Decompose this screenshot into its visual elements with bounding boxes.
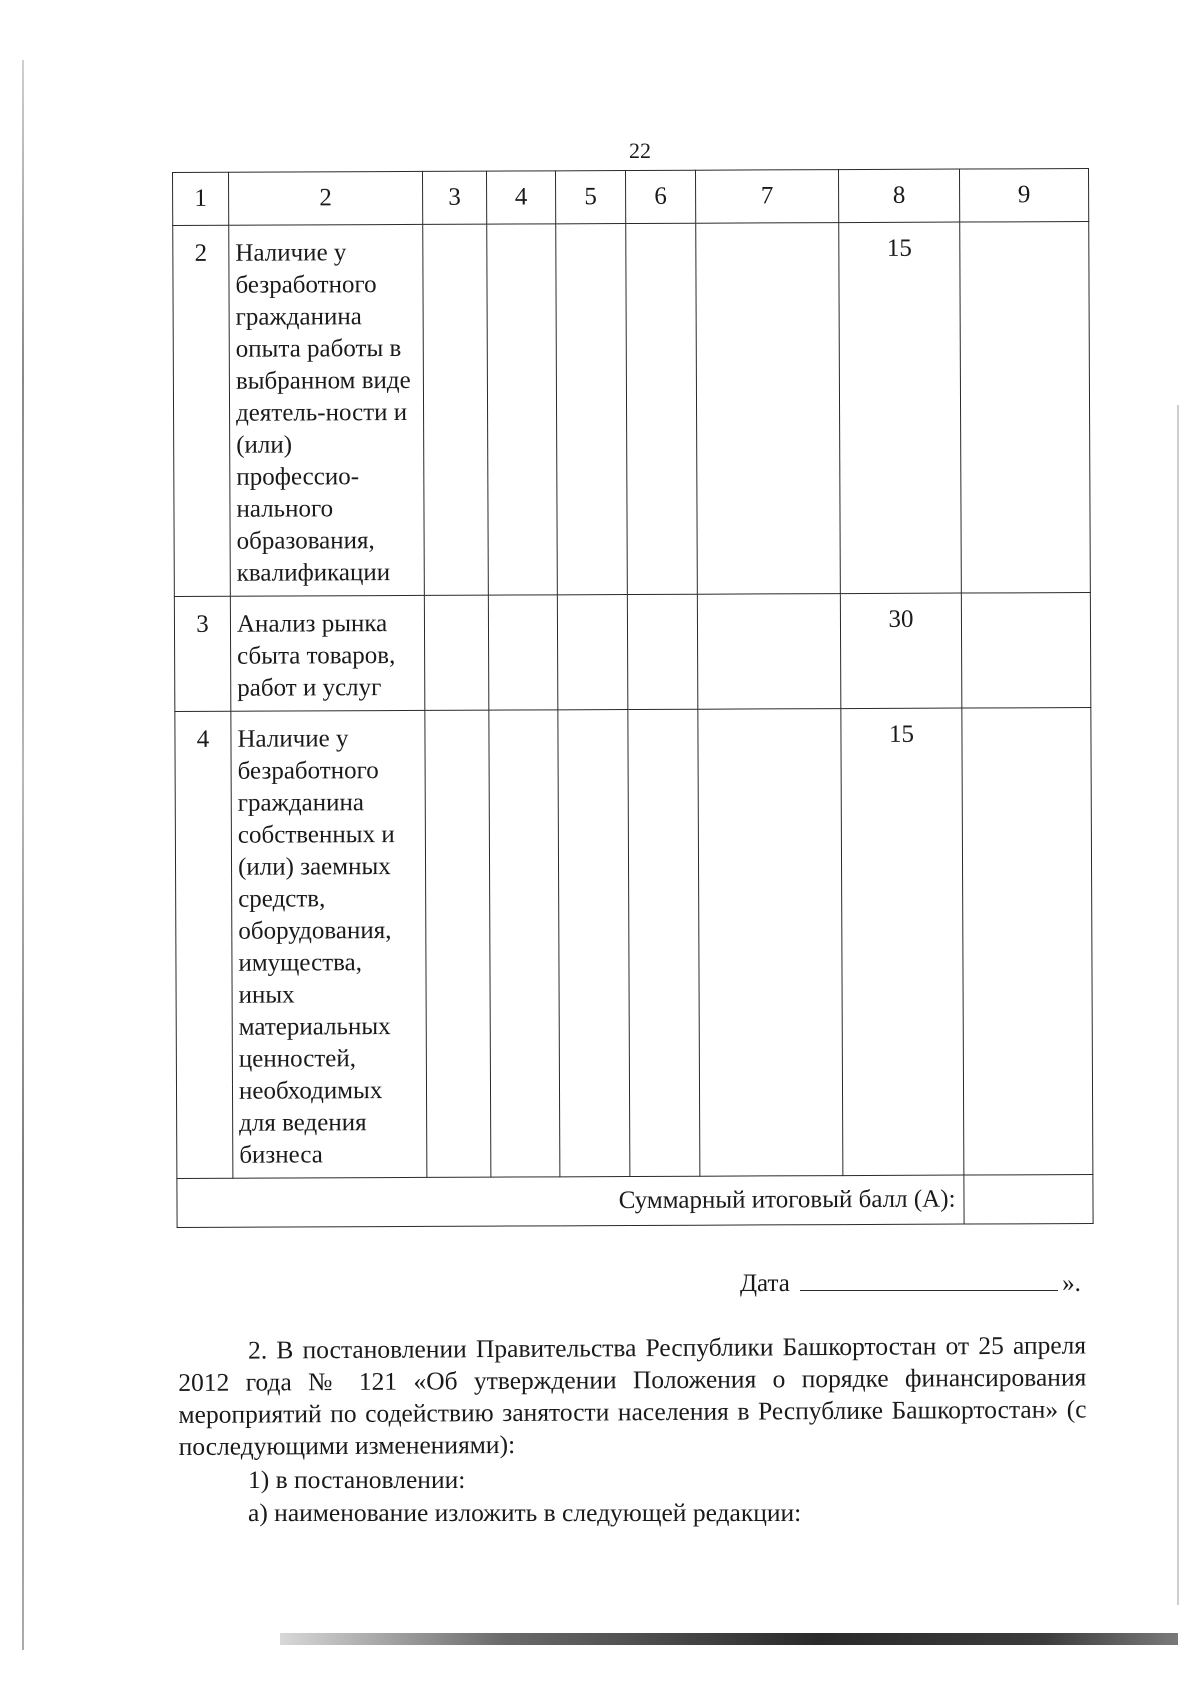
- score-table: [172, 168, 1094, 1228]
- total-score-value: [964, 1174, 1093, 1224]
- empty-cell: [556, 224, 628, 595]
- criterion-points: 15: [839, 222, 962, 594]
- empty-cell: [425, 710, 491, 1177]
- criterion-name: Наличие у безработного гражданина собственных и (или) заемных средств, оборудования, имущества, иных материальных ценностей, необходимых для ведения бизнеса: [231, 710, 427, 1178]
- empty-cell: [696, 223, 841, 595]
- criterion-name: Анализ рынка сбыта товаров, работ и услуг: [230, 595, 424, 711]
- date-suffix: ».: [1062, 1270, 1081, 1297]
- empty-cell: [487, 224, 558, 595]
- empty-cell: [628, 709, 700, 1176]
- date-blank: [800, 1264, 1058, 1291]
- list-item: а) наименование изложить в следующей редакции:: [248, 1498, 802, 1527]
- scan-edge-bottom: [280, 1633, 1178, 1645]
- page-number: 22: [629, 138, 651, 163]
- empty-cell: [697, 594, 841, 710]
- column-header: 2: [229, 171, 423, 225]
- column-header: 8: [838, 169, 959, 223]
- column-header: 4: [486, 171, 555, 224]
- scan-edge-right: [1177, 405, 1179, 1605]
- empty-cell: [960, 222, 1091, 594]
- empty-cell: [423, 224, 489, 595]
- paragraph-amendment: 2. В постановлении Правительства Республики Башкортостан от 25 апреля 2012 года № 121 «Об утверждении Положения о порядке финансирования мероприятий по содействию занятости населения в Республике Башкортостан» (с последующими изменениями):: [178, 1330, 1087, 1461]
- criterion-name: Наличие у безработного гражданина опыта работы в выбранном виде деятель-ности и (или) профессио-нального образования, квалификации: [229, 224, 425, 596]
- column-header: 1: [173, 172, 229, 225]
- empty-cell: [962, 707, 1093, 1175]
- list-item: 1) в постановлении:: [248, 1465, 466, 1494]
- column-header: 9: [959, 169, 1088, 223]
- empty-cell: [961, 592, 1091, 708]
- empty-cell: [424, 595, 489, 710]
- table-row: [173, 222, 1091, 597]
- table-row: [174, 592, 1090, 711]
- date-line: [740, 1264, 1081, 1298]
- row-number: 3: [174, 596, 231, 711]
- column-header: 7: [695, 170, 838, 224]
- row-number: 4: [175, 711, 233, 1178]
- total-score-label: Суммарный итоговый балл (А):: [177, 1175, 964, 1227]
- empty-cell: [627, 594, 698, 709]
- empty-cell: [626, 223, 698, 594]
- column-header: 6: [625, 170, 695, 223]
- criterion-points: 30: [840, 593, 962, 709]
- empty-cell: [489, 710, 560, 1177]
- table-header-row: [173, 169, 1089, 226]
- row-number: 2: [173, 225, 231, 596]
- scan-edge-left: [22, 60, 24, 1650]
- criterion-points: 15: [841, 708, 964, 1176]
- empty-cell: [698, 709, 843, 1177]
- empty-cell: [488, 595, 558, 710]
- empty-cell: [558, 710, 630, 1177]
- date-label: Дата: [740, 1270, 790, 1297]
- column-header: 3: [422, 171, 486, 224]
- empty-cell: [557, 595, 628, 710]
- total-row: [177, 1174, 1093, 1227]
- column-header: 5: [555, 171, 625, 224]
- table-row: [175, 707, 1093, 1178]
